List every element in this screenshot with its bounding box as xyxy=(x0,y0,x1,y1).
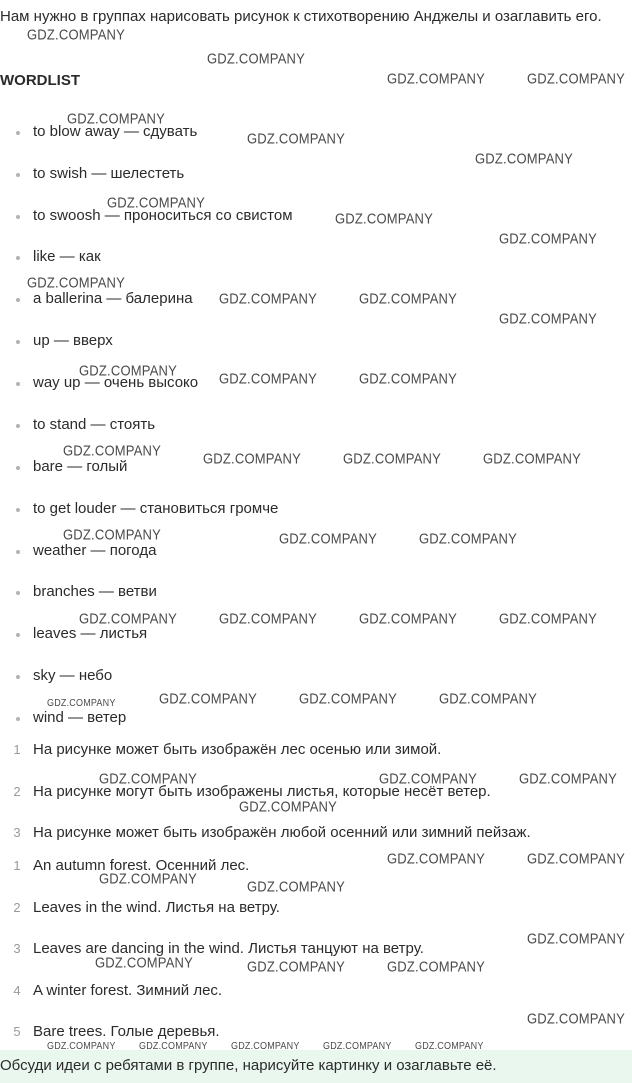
word-text: to stand — стоять xyxy=(33,416,156,433)
watermark: GDZ.COMPANY xyxy=(67,109,166,128)
watermark: GDZ.COMPANY xyxy=(519,769,618,788)
watermark: GDZ.COMPANY xyxy=(247,877,346,896)
item-text: A winter forest. Зимний лес. xyxy=(33,982,223,999)
watermark: GDZ.COMPANY xyxy=(247,129,346,148)
word-text: to get louder — становиться громче xyxy=(33,500,279,517)
watermark: GDZ.COMPANY xyxy=(335,209,434,228)
watermark: GDZ.COMPANY xyxy=(379,769,478,788)
watermark: GDZ.COMPANY xyxy=(219,609,318,628)
watermark: GDZ.COMPANY xyxy=(63,441,162,460)
bullet-icon xyxy=(16,550,20,554)
bullet-icon xyxy=(16,466,20,470)
word-text: up — вверх xyxy=(33,332,113,349)
watermark: GDZ.COMPANY xyxy=(387,69,486,88)
footer-band xyxy=(0,1050,632,1083)
watermark: GDZ.COMPANY xyxy=(231,1040,300,1052)
watermark: GDZ.COMPANY xyxy=(387,957,486,976)
watermark: GDZ.COMPANY xyxy=(419,529,518,548)
word-text: bare — голый xyxy=(33,458,128,475)
word-text: weather — погода xyxy=(33,542,157,559)
word-text: to blow away — сдувать xyxy=(33,123,198,140)
watermark: GDZ.COMPANY xyxy=(203,449,302,468)
watermark: GDZ.COMPANY xyxy=(99,769,198,788)
bullet-icon xyxy=(16,131,20,135)
bullet-icon xyxy=(16,340,20,344)
bullet-icon xyxy=(16,298,20,302)
watermark: GDZ.COMPANY xyxy=(99,869,198,888)
watermark: GDZ.COMPANY xyxy=(219,289,318,308)
watermark: GDZ.COMPANY xyxy=(359,369,458,388)
watermark: GDZ.COMPANY xyxy=(499,309,598,328)
word-text: wind — ветер xyxy=(33,709,127,726)
bullet-icon xyxy=(16,382,20,386)
bullet-icon xyxy=(16,591,20,595)
watermark: GDZ.COMPANY xyxy=(499,609,598,628)
word-text: to swish — шелестеть xyxy=(33,165,185,182)
watermark: GDZ.COMPANY xyxy=(139,1040,208,1052)
watermark: GDZ.COMPANY xyxy=(107,193,206,212)
watermark: GDZ.COMPANY xyxy=(343,449,442,468)
bullet-icon xyxy=(16,424,20,428)
watermark: GDZ.COMPANY xyxy=(483,449,582,468)
watermark: GDZ.COMPANY xyxy=(79,361,178,380)
watermark: GDZ.COMPANY xyxy=(207,49,306,68)
watermark: GDZ.COMPANY xyxy=(239,797,338,816)
bullet-icon xyxy=(16,173,20,177)
item-text: Bare trees. Голые деревья. xyxy=(33,1023,220,1040)
item-text: Leaves are dancing in the wind. Листья танцуют на ветру. xyxy=(33,940,424,957)
intro-text: Нам нужно в группах нарисовать рисунок к стихотворению Анджелы и озаглавить его. xyxy=(0,8,602,25)
watermark: GDZ.COMPANY xyxy=(27,25,126,44)
word-text: like — как xyxy=(33,248,101,265)
watermark: GDZ.COMPANY xyxy=(247,957,346,976)
item-number: 2 xyxy=(13,784,21,799)
bullet-icon xyxy=(16,508,20,512)
item-text: На рисунке может быть изображён любой осенний или зимний пейзаж. xyxy=(33,824,531,841)
word-text: a ballerina — балерина xyxy=(33,290,193,307)
watermark: GDZ.COMPANY xyxy=(387,849,486,868)
word-text: to swoosh — проноситься со свистом xyxy=(33,207,293,224)
bullet-icon xyxy=(16,256,20,260)
item-number: 2 xyxy=(13,900,21,915)
watermark: GDZ.COMPANY xyxy=(63,525,162,544)
watermark: GDZ.COMPANY xyxy=(47,1040,116,1052)
item-number: 3 xyxy=(13,941,21,956)
watermark: GDZ.COMPANY xyxy=(219,369,318,388)
watermark: GDZ.COMPANY xyxy=(527,929,626,948)
word-text: sky — небо xyxy=(33,667,113,684)
wordlist-heading: WORDLIST xyxy=(0,72,80,89)
watermark: GDZ.COMPANY xyxy=(359,289,458,308)
watermark: GDZ.COMPANY xyxy=(475,149,574,168)
item-text: Leaves in the wind. Листья на ветру. xyxy=(33,899,280,916)
watermark: GDZ.COMPANY xyxy=(299,689,398,708)
item-number: 1 xyxy=(13,858,21,873)
watermark: GDZ.COMPANY xyxy=(323,1040,392,1052)
watermark: GDZ.COMPANY xyxy=(359,609,458,628)
item-number: 1 xyxy=(13,742,21,757)
watermark: GDZ.COMPANY xyxy=(159,689,258,708)
watermark: GDZ.COMPANY xyxy=(95,953,194,972)
item-number: 5 xyxy=(13,1024,21,1039)
item-text: An autumn forest. Осенний лес. xyxy=(33,857,250,874)
item-number: 4 xyxy=(13,983,21,998)
footer-text: Обсуди идеи с ребятами в группе, нарисуйте картинку и озаглавьте её. xyxy=(0,1057,497,1074)
item-text: На рисунке могут быть изображены листья, которые несёт ветер. xyxy=(33,783,491,800)
word-text: branches — ветви xyxy=(33,583,157,600)
watermark: GDZ.COMPANY xyxy=(527,1009,626,1028)
item-text: На рисунке может быть изображён лес осенью или зимой. xyxy=(33,741,442,758)
bullet-icon xyxy=(16,675,20,679)
watermark: GDZ.COMPANY xyxy=(47,697,116,709)
watermark: GDZ.COMPANY xyxy=(415,1040,484,1052)
word-text: leaves — листья xyxy=(33,625,148,642)
watermark: GDZ.COMPANY xyxy=(79,609,178,628)
watermark: GDZ.COMPANY xyxy=(279,529,378,548)
watermark: GDZ.COMPANY xyxy=(527,69,626,88)
watermark: GDZ.COMPANY xyxy=(527,849,626,868)
bullet-icon xyxy=(16,215,20,219)
watermark: GDZ.COMPANY xyxy=(439,689,538,708)
word-text: way up — очень высоко xyxy=(33,374,199,391)
item-number: 3 xyxy=(13,825,21,840)
bullet-icon xyxy=(16,633,20,637)
bullet-icon xyxy=(16,717,20,721)
watermark: GDZ.COMPANY xyxy=(499,229,598,248)
watermark: GDZ.COMPANY xyxy=(27,273,126,292)
